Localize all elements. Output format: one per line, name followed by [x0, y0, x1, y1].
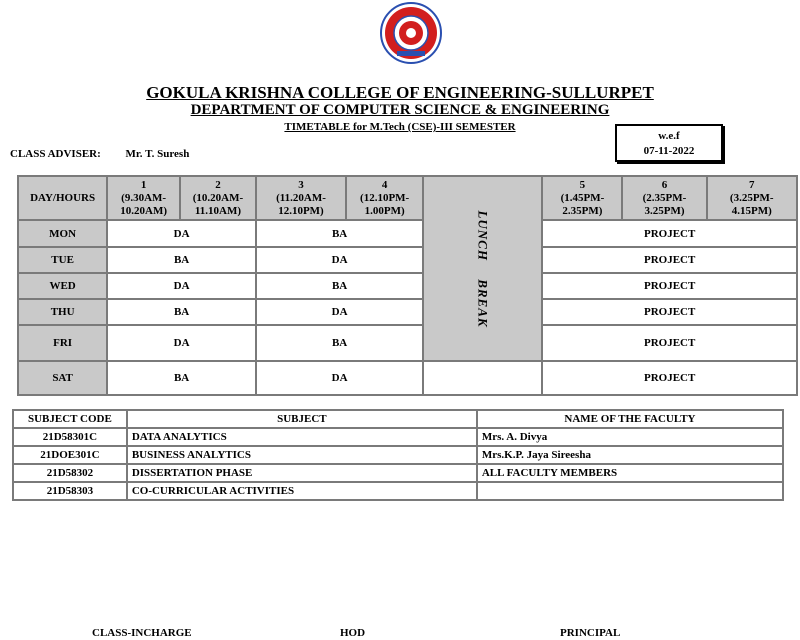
faculty-name: ALL FACULTY MEMBERS [477, 464, 783, 482]
college-logo [380, 2, 442, 64]
table-row [13, 482, 783, 500]
period-2-header: 2 (10.20AM- 11.10AM) [180, 176, 256, 220]
effective-date-box [615, 124, 723, 162]
subject-name: BUSINESS ANALYTICS [127, 446, 477, 464]
table-row [13, 446, 783, 464]
slot-afternoon: PROJECT [542, 361, 797, 395]
faculty-name [477, 482, 783, 500]
slot-morning-1: BA [107, 361, 256, 395]
slot-morning-2: BA [256, 220, 423, 247]
day-sat: SAT [18, 361, 107, 395]
period-1-header: 1 (9.30AM- 10.20AM) [107, 176, 180, 220]
adviser-label: CLASS ADVISER: [10, 148, 101, 160]
lunch-cell-empty [423, 361, 542, 395]
table-row [18, 325, 797, 361]
slot-morning-1: DA [107, 220, 256, 247]
timetable-grid [17, 175, 798, 396]
subject-code-header: SUBJECT CODE [13, 410, 127, 428]
principal-signature: PRINCIPAL [560, 627, 621, 639]
table-row [13, 428, 783, 446]
period-6-header: 6 (2.35PM- 3.25PM) [622, 176, 706, 220]
department-name: DEPARTMENT OF COMPUTER SCIENCE & ENGINEERING [190, 102, 610, 118]
slot-morning-2: BA [256, 273, 423, 299]
class-incharge-signature: CLASS-INCHARGE [92, 627, 192, 639]
slot-morning-2: DA [256, 247, 423, 273]
table-header-row [13, 410, 783, 428]
subject-code: 21D58302 [13, 464, 127, 482]
day-tue: TUE [18, 247, 107, 273]
timetable-title: TIMETABLE for M.Tech (CSE)-III SEMESTER [284, 121, 516, 133]
slot-morning-2: BA [256, 325, 423, 361]
period-4-header: 4 (12.10PM- 1.00PM) [346, 176, 423, 220]
period-5-header: 5 (1.45PM- 2.35PM) [542, 176, 622, 220]
faculty-header: NAME OF THE FACULTY [477, 410, 783, 428]
slot-afternoon: PROJECT [542, 220, 797, 247]
slot-morning-1: DA [107, 325, 256, 361]
slot-morning-2: DA [256, 361, 423, 395]
adviser-name: Mr. T. Suresh [125, 148, 190, 160]
period-7-header: 7 (3.25PM- 4.15PM) [707, 176, 797, 220]
wef-label: w.e.f [658, 130, 680, 142]
day-thu: THU [18, 299, 107, 325]
subjects-table [12, 409, 784, 501]
table-row [18, 247, 797, 273]
period-3-header: 3 (11.20AM- 12.10PM) [256, 176, 346, 220]
subject-name: CO-CURRICULAR ACTIVITIES [127, 482, 477, 500]
day-wed: WED [18, 273, 107, 299]
slot-morning-1: DA [107, 273, 256, 299]
slot-morning-2: DA [256, 299, 423, 325]
day-hours-header: DAY/HOURS [18, 176, 107, 220]
slot-morning-1: BA [107, 299, 256, 325]
subject-name: DISSERTATION PHASE [127, 464, 477, 482]
slot-afternoon: PROJECT [542, 299, 797, 325]
day-mon: MON [18, 220, 107, 247]
faculty-name: Mrs. A. Divya [477, 428, 783, 446]
wef-date: 07-11-2022 [643, 145, 695, 157]
class-adviser [10, 148, 189, 160]
slot-morning-1: BA [107, 247, 256, 273]
subject-header: SUBJECT [127, 410, 477, 428]
day-fri: FRI [18, 325, 107, 361]
subject-code: 21DOE301C [13, 446, 127, 464]
lunch-break: LUNCH BREAK [423, 176, 542, 361]
slot-afternoon: PROJECT [542, 273, 797, 299]
subject-name: DATA ANALYTICS [127, 428, 477, 446]
table-row [18, 273, 797, 299]
slot-afternoon: PROJECT [542, 247, 797, 273]
hod-signature: HOD [340, 627, 366, 639]
table-row [18, 220, 797, 247]
table-row [13, 464, 783, 482]
subject-code: 21D58301C [13, 428, 127, 446]
table-row [18, 299, 797, 325]
subject-code: 21D58303 [13, 482, 127, 500]
faculty-name: Mrs.K.P. Jaya Sireesha [477, 446, 783, 464]
college-name: GOKULA KRISHNA COLLEGE OF ENGINEERING-SULLURPET [146, 83, 654, 102]
table-row [18, 361, 797, 395]
slot-afternoon: PROJECT [542, 325, 797, 361]
